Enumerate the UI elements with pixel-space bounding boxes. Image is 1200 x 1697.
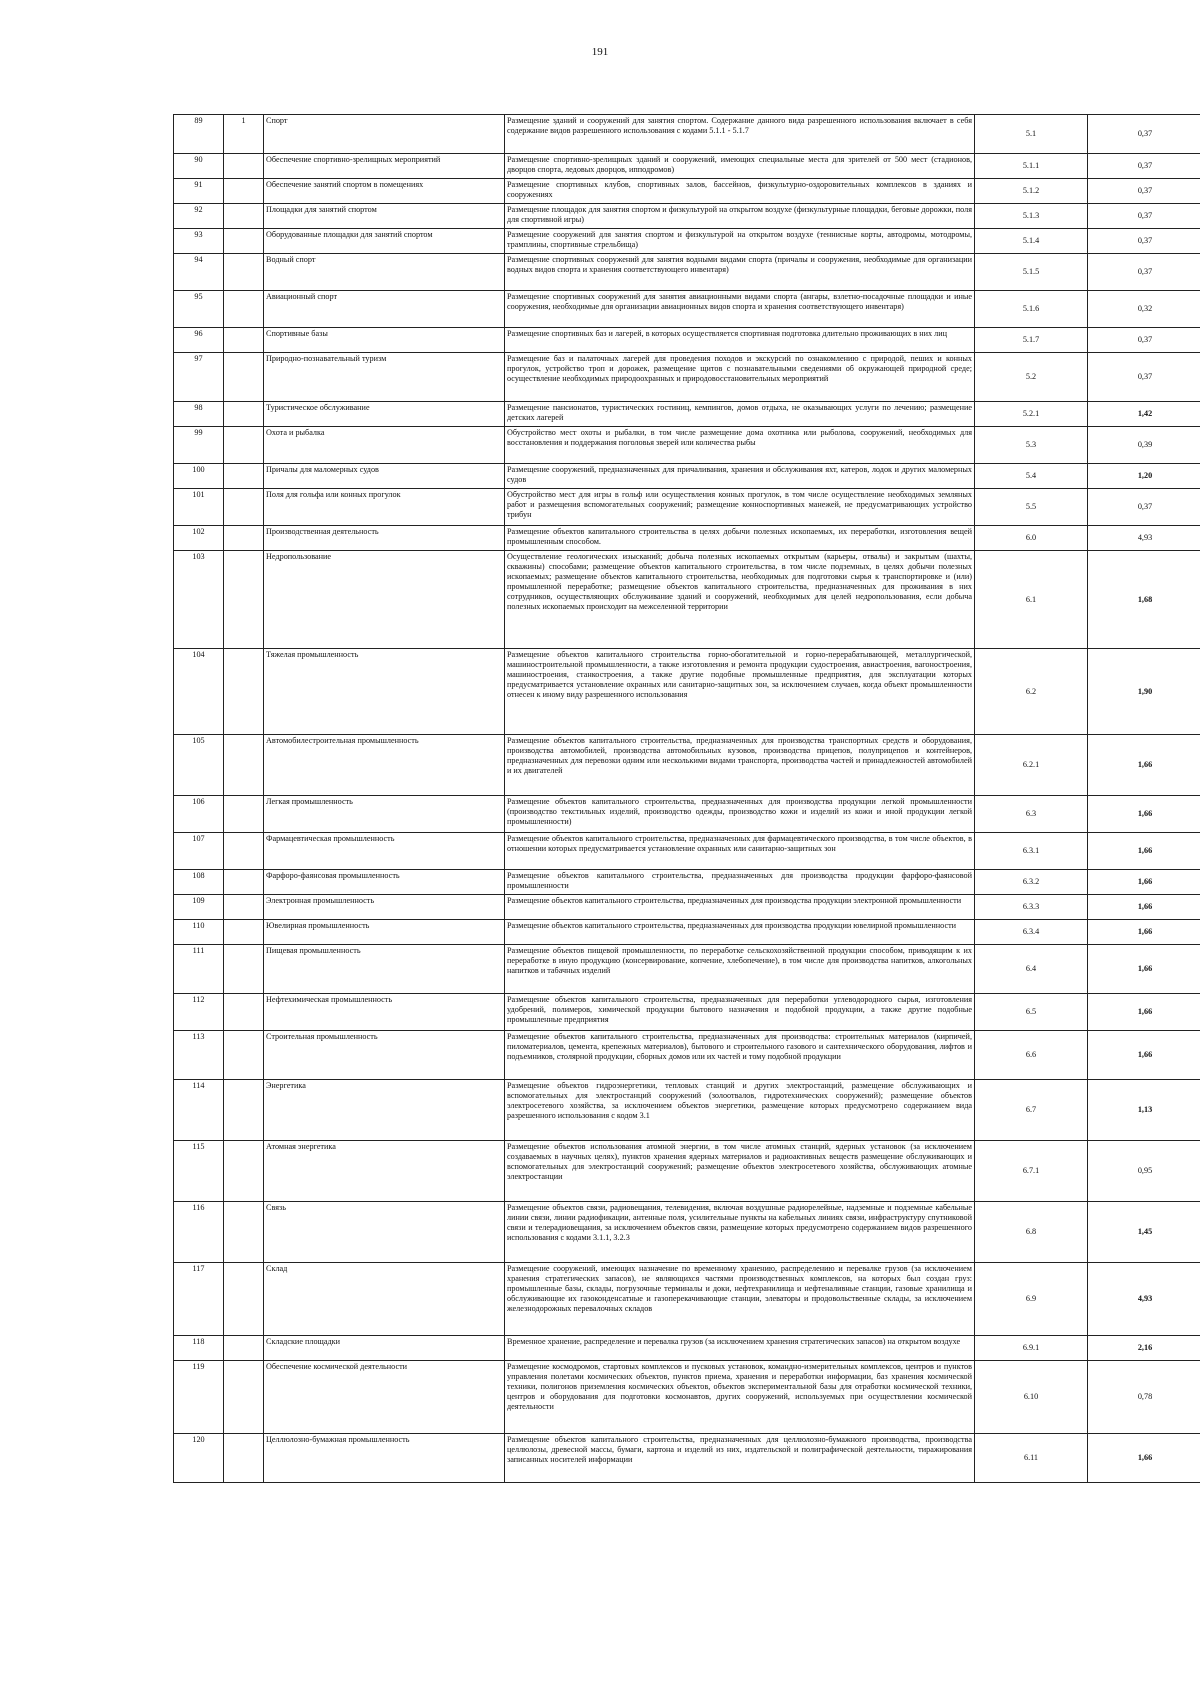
land-use-name-cell: Авиационный спорт [264, 291, 505, 328]
coefficient-cell: 1,13 [1088, 1080, 1200, 1141]
coefficient-cell: 1,66 [1088, 870, 1200, 895]
table-row [174, 254, 1200, 291]
table-row [174, 179, 1200, 204]
row-level-cell [224, 464, 264, 489]
coefficient-cell: 0,78 [1088, 1361, 1200, 1434]
land-use-name-cell: Недропользование [264, 551, 505, 649]
land-use-description-cell: Размещение спортивных сооружений для занятия водными видами спорта (причалы и сооружения, необходимые для организации водных видов спорта и хранения соответствующего инвентаря) [505, 254, 975, 291]
land-use-description-cell: Размещение объектов использования атомной энергии, в том числе атомных станций, ядерных установок (за исключением создаваемых в научных целях), пунктов хранения ядерных материалов и радиоактивных веществ размещение обслуживающих и вспомогательных для электростанций сооружений; размещение объектов электросетевого хозяйства, обслуживающих атомные электростанции [505, 1141, 975, 1202]
land-use-description-cell: Размещение объектов капитального строительства, предназначенных для производства продукции фарфоро-фаянсовой промышленности [505, 870, 975, 895]
land-use-name-cell: Туристическое обслуживание [264, 402, 505, 427]
coefficient-cell: 4,93 [1088, 1263, 1200, 1336]
land-use-name-cell: Легкая промышленность [264, 796, 505, 833]
land-use-code-cell: 5.1.5 [975, 254, 1088, 291]
page-number: 191 [591, 46, 609, 58]
row-number-cell: 112 [174, 994, 224, 1031]
land-use-description-cell: Размещение спортивных клубов, спортивных залов, бассейнов, физкультурно-оздоровительных комплексов в зданиях и сооружениях [505, 179, 975, 204]
row-level-cell [224, 1202, 264, 1263]
row-number-cell: 120 [174, 1434, 224, 1483]
land-use-description-cell: Размещение объектов капитального строительства, предназначенных для переработки углеводородного сырья, изготовления удобрений, полимеров, химической продукции бытового назначения и подобной продукции, а также другие подобные промышленные предприятия [505, 994, 975, 1031]
land-use-name-cell: Фарфоро-фаянсовая промышленность [264, 870, 505, 895]
row-level-cell [224, 1031, 264, 1080]
land-use-description-cell: Размещение объектов капитального строительства, предназначенных для фармацевтического производства, в том числе объектов, в отношении которых предусматривается установление охранных или санитарно-защитных зон [505, 833, 975, 870]
coefficient-cell: 1,66 [1088, 920, 1200, 945]
table-row [174, 1080, 1200, 1141]
table-row [174, 945, 1200, 994]
row-number-cell: 114 [174, 1080, 224, 1141]
row-number-cell: 104 [174, 649, 224, 735]
row-level-cell [224, 1361, 264, 1434]
table-row [174, 1434, 1200, 1483]
table-row [174, 796, 1200, 833]
row-number-cell: 116 [174, 1202, 224, 1263]
land-use-code-cell: 6.2 [975, 649, 1088, 735]
row-level-cell [224, 895, 264, 920]
land-use-description-cell: Обустройство мест для игры в гольф или осуществления конных прогулок, в том числе осуществление необходимых земляных работ и размещения вспомогательных сооружений; размещение конноспортивных манежей, не предусматривающих устройство трибун [505, 489, 975, 526]
land-use-name-cell: Водный спорт [264, 254, 505, 291]
row-level-cell [224, 402, 264, 427]
table-row [174, 427, 1200, 464]
land-use-code-cell: 5.1.2 [975, 179, 1088, 204]
land-use-code-cell: 6.9.1 [975, 1336, 1088, 1361]
land-use-description-cell: Размещение площадок для занятия спортом и физкультурой на открытом воздухе (физкультурные площадки, беговые дорожки, поля для спортивной игры) [505, 204, 975, 229]
row-level-cell [224, 489, 264, 526]
row-level-cell [224, 328, 264, 353]
table-row [174, 1336, 1200, 1361]
land-use-name-cell: Ювелирная промышленность [264, 920, 505, 945]
coefficient-cell: 1,68 [1088, 551, 1200, 649]
land-use-name-cell: Автомобилестроительная промышленность [264, 735, 505, 796]
table-row [174, 489, 1200, 526]
land-use-name-cell: Оборудованные площадки для занятий спортом [264, 229, 505, 254]
land-use-code-cell: 5.1 [975, 115, 1088, 154]
land-use-name-cell: Пищевая промышленность [264, 945, 505, 994]
coefficient-cell: 2,16 [1088, 1336, 1200, 1361]
table-row [174, 1361, 1200, 1434]
coefficient-cell: 0,37 [1088, 229, 1200, 254]
land-use-name-cell: Склад [264, 1263, 505, 1336]
land-use-code-cell: 5.4 [975, 464, 1088, 489]
land-use-description-cell: Размещение объектов капитального строительства в целях добычи полезных ископаемых, их переработки, изготовления вещей промышленным способом. [505, 526, 975, 551]
table-row [174, 353, 1200, 402]
row-number-cell: 97 [174, 353, 224, 402]
land-use-code-cell: 6.6 [975, 1031, 1088, 1080]
table-row [174, 994, 1200, 1031]
coefficient-cell: 1,66 [1088, 945, 1200, 994]
land-use-description-cell: Размещение объектов капитального строительства, предназначенных для производства транспортных средств и оборудования, производства автомобилей, производства автомобильных кузовов, производства прицепов, полуприцепов и контейнеров, предназначенных для перевозки одним или несколькими видами транспорта, производства частей и принадлежностей автомобилей и их двигателей [505, 735, 975, 796]
coefficient-cell: 0,32 [1088, 291, 1200, 328]
land-use-code-cell: 6.3.2 [975, 870, 1088, 895]
row-level-cell [224, 427, 264, 464]
land-use-code-cell: 5.1.1 [975, 154, 1088, 179]
land-use-code-cell: 6.4 [975, 945, 1088, 994]
coefficient-cell: 1,45 [1088, 1202, 1200, 1263]
table-row [174, 735, 1200, 796]
table-row [174, 833, 1200, 870]
land-use-code-cell: 5.1.3 [975, 204, 1088, 229]
land-use-description-cell: Размещение зданий и сооружений для занятия спортом. Содержание данного вида разрешенного использования включает в себя содержание видов разрешенного использования с кодами 5.1.1 - 5.1.7 [505, 115, 975, 154]
row-level-cell [224, 870, 264, 895]
row-number-cell: 91 [174, 179, 224, 204]
row-number-cell: 111 [174, 945, 224, 994]
land-use-code-cell: 5.2 [975, 353, 1088, 402]
row-level-cell [224, 735, 264, 796]
land-use-description-cell: Размещение объектов капитального строительства, предназначенных для производства продукции электронной промышленности [505, 895, 975, 920]
row-level-cell [224, 945, 264, 994]
land-use-code-cell: 5.1.6 [975, 291, 1088, 328]
land-use-description-cell: Временное хранение, распределение и перевалка грузов (за исключением хранения стратегических запасов) на открытом воздухе [505, 1336, 975, 1361]
row-number-cell: 101 [174, 489, 224, 526]
row-number-cell: 108 [174, 870, 224, 895]
land-use-description-cell: Размещение объектов капитального строительства, предназначенных для производства продукции легкой промышленности (производство текстильных изделий, производство одежды, производство кожи и изделий из кожи и иной продукции легкой промышленности) [505, 796, 975, 833]
table-row [174, 328, 1200, 353]
land-use-description-cell: Размещение объектов капитального строительства, предназначенных для целлюлозно-бумажного производства, производства целлюлозы, древесной массы, бумаги, картона и изделий из них, издательской и полиграфической деятельности, тиражирования записанных носителей информации [505, 1434, 975, 1483]
row-number-cell: 100 [174, 464, 224, 489]
row-number-cell: 98 [174, 402, 224, 427]
coefficient-cell: 0,37 [1088, 115, 1200, 154]
coefficient-cell: 1,20 [1088, 464, 1200, 489]
coefficient-cell: 1,66 [1088, 1434, 1200, 1483]
table-row [174, 229, 1200, 254]
land-use-name-cell: Тяжелая промышленность [264, 649, 505, 735]
row-number-cell: 119 [174, 1361, 224, 1434]
land-use-code-cell: 6.3.4 [975, 920, 1088, 945]
row-number-cell: 90 [174, 154, 224, 179]
land-use-name-cell: Атомная энергетика [264, 1141, 505, 1202]
coefficient-cell: 0,37 [1088, 154, 1200, 179]
table-row [174, 1141, 1200, 1202]
land-use-description-cell: Размещение спортивных сооружений для занятия авиационными видами спорта (ангары, взлетно-посадочные площадки и иные сооружения, необходимые для организации авиационных видов спорта и хранения соответствующего инвентаря) [505, 291, 975, 328]
row-level-cell [224, 1263, 264, 1336]
land-use-table [173, 114, 1200, 1483]
land-use-description-cell: Размещение сооружений, предназначенных для причаливания, хранения и обслуживания яхт, катеров, лодок и других маломерных судов [505, 464, 975, 489]
land-use-name-cell: Спорт [264, 115, 505, 154]
table-row [174, 115, 1200, 154]
land-use-code-cell: 5.1.7 [975, 328, 1088, 353]
coefficient-cell: 1,66 [1088, 833, 1200, 870]
table-row [174, 291, 1200, 328]
row-level-cell [224, 994, 264, 1031]
land-use-code-cell: 6.3.1 [975, 833, 1088, 870]
row-number-cell: 93 [174, 229, 224, 254]
coefficient-cell: 1,66 [1088, 1031, 1200, 1080]
land-use-code-cell: 6.5 [975, 994, 1088, 1031]
land-use-code-cell: 6.1 [975, 551, 1088, 649]
land-use-description-cell: Размещение объектов капитального строительства, предназначенных для производства: строительных материалов (кирпичей, пиломатериалов, цемента, крепежных материалов), бытового и строительного газового и сантехнического оборудования, лифтов и подъемников, столярной продукции, сборных домов или их частей и тому подобной продукции [505, 1031, 975, 1080]
coefficient-cell: 0,37 [1088, 179, 1200, 204]
land-use-description-cell: Осуществление геологических изысканий; добыча полезных ископаемых открытым (карьеры, отвалы) и закрытым (шахты, скважины) способами; размещение объектов капитального строительства, в том числе подземных, в целях добычи полезных ископаемых; размещение объектов капитального строительства, необходимых для подготовки сырья к транспортировке и (или) промышленной переработке; размещение объектов капитального строительства, предназначенных для проживания в них сотрудников, осуществляющих обслуживание зданий и сооружений, необходимых для целей недропользования, если добыча полезных ископаемых происходит на межселенной территории [505, 551, 975, 649]
land-use-name-cell: Площадки для занятий спортом [264, 204, 505, 229]
row-number-cell: 95 [174, 291, 224, 328]
row-number-cell: 118 [174, 1336, 224, 1361]
table-row [174, 895, 1200, 920]
coefficient-cell: 1,66 [1088, 895, 1200, 920]
table-row [174, 649, 1200, 735]
land-use-code-cell: 6.8 [975, 1202, 1088, 1263]
row-number-cell: 117 [174, 1263, 224, 1336]
land-use-name-cell: Поля для гольфа или конных прогулок [264, 489, 505, 526]
row-level-cell [224, 1434, 264, 1483]
row-level-cell [224, 920, 264, 945]
coefficient-cell: 1,66 [1088, 735, 1200, 796]
coefficient-cell: 0,39 [1088, 427, 1200, 464]
row-level-cell [224, 1336, 264, 1361]
land-use-name-cell: Фармацевтическая промышленность [264, 833, 505, 870]
row-number-cell: 110 [174, 920, 224, 945]
land-use-description-cell: Размещение спортивных баз и лагерей, в которых осуществляется спортивная подготовка длительно проживающих в них лиц [505, 328, 975, 353]
row-number-cell: 92 [174, 204, 224, 229]
row-level-cell [224, 526, 264, 551]
coefficient-cell: 1,66 [1088, 796, 1200, 833]
coefficient-cell: 4,93 [1088, 526, 1200, 551]
coefficient-cell: 0,37 [1088, 353, 1200, 402]
land-use-description-cell: Обустройство мест охоты и рыбалки, в том числе размещение дома охотника или рыболова, сооружений, необходимых для восстановления и поддержания поголовья зверей или количества рыбы [505, 427, 975, 464]
land-use-code-cell: 6.2.1 [975, 735, 1088, 796]
land-use-name-cell: Спортивные базы [264, 328, 505, 353]
table-row [174, 1031, 1200, 1080]
row-number-cell: 103 [174, 551, 224, 649]
land-use-code-cell: 6.3 [975, 796, 1088, 833]
land-use-description-cell: Размещение сооружений, имеющих назначение по временному хранению, распределению и перевалке грузов (за исключением хранения стратегических запасов), не являющихся частями производственных комплексов, на которых был создан груз: промышленные базы, склады, погрузочные терминалы и доки, нефтехранилища и нефтеналивные станции, газовые хранилища и обслуживающие их газоконденсатные и газоперекачивающие станции, элеваторы и продовольственные склады, за исключением железнодорожных перевалочных складов [505, 1263, 975, 1336]
land-use-description-cell: Размещение объектов гидроэнергетики, тепловых станций и других электростанций, размещение обслуживающих и вспомогательных для электростанций сооружений (золоотвалов, гидротехнических сооружений); размещение объектов электросетевого хозяйства, за исключением объектов энергетики, размещение которых предусмотрено содержанием вида разрешенного использования с кодом 3.1 [505, 1080, 975, 1141]
coefficient-cell: 1,90 [1088, 649, 1200, 735]
land-use-description-cell: Размещение сооружений для занятия спортом и физкультурой на открытом воздухе (теннисные корты, автодромы, мотодромы, трамплины, спортивные стрельбища) [505, 229, 975, 254]
coefficient-cell: 0,37 [1088, 204, 1200, 229]
land-use-name-cell: Связь [264, 1202, 505, 1263]
table-row [174, 1202, 1200, 1263]
land-use-description-cell: Размещение объектов капитального строительства, предназначенных для производства продукции ювелирной промышленности [505, 920, 975, 945]
table-row [174, 920, 1200, 945]
row-number-cell: 113 [174, 1031, 224, 1080]
land-use-code-cell: 6.9 [975, 1263, 1088, 1336]
land-use-name-cell: Целлюлозно-бумажная промышленность [264, 1434, 505, 1483]
land-use-name-cell: Обеспечение спортивно-зрелищных мероприятий [264, 154, 505, 179]
land-use-code-cell: 6.0 [975, 526, 1088, 551]
row-level-cell [224, 254, 264, 291]
coefficient-cell: 0,95 [1088, 1141, 1200, 1202]
land-use-code-cell: 6.7 [975, 1080, 1088, 1141]
land-use-description-cell: Размещение космодромов, стартовых комплексов и пусковых установок, командно-измерительных комплексов, центров и пунктов управления полетами космических объектов, пунктов приема, хранения и переработки информации, баз хранения космической техники, полигонов приземления космических объектов, объектов экспериментальной базы для отработки космической техники, центров и оборудования для подготовки космонавтов, других сооружений, используемых при осуществлении космической деятельности [505, 1361, 975, 1434]
table-body [174, 115, 1200, 1483]
land-use-code-cell: 5.3 [975, 427, 1088, 464]
land-use-code-cell: 6.3.3 [975, 895, 1088, 920]
row-number-cell: 115 [174, 1141, 224, 1202]
land-use-name-cell: Строительная промышленность [264, 1031, 505, 1080]
land-use-code-cell: 5.2.1 [975, 402, 1088, 427]
land-use-description-cell: Размещение пансионатов, туристических гостиниц, кемпингов, домов отдыха, не оказывающих услуги по лечению; размещение детских лагерей [505, 402, 975, 427]
land-use-name-cell: Природно-познавательный туризм [264, 353, 505, 402]
row-level-cell [224, 229, 264, 254]
land-use-name-cell: Складские площадки [264, 1336, 505, 1361]
land-use-code-cell: 6.11 [975, 1434, 1088, 1483]
coefficient-cell: 1,66 [1088, 994, 1200, 1031]
row-level-cell [224, 179, 264, 204]
row-level-cell: 1 [224, 115, 264, 154]
row-number-cell: 106 [174, 796, 224, 833]
row-number-cell: 105 [174, 735, 224, 796]
row-level-cell [224, 796, 264, 833]
row-number-cell: 99 [174, 427, 224, 464]
row-level-cell [224, 551, 264, 649]
land-use-name-cell: Охота и рыбалка [264, 427, 505, 464]
row-number-cell: 89 [174, 115, 224, 154]
coefficient-cell: 0,37 [1088, 489, 1200, 526]
row-level-cell [224, 1080, 264, 1141]
land-use-description-cell: Размещение объектов капитального строительства горно-обогатительной и горно-перерабатывающей, металлургической, машиностроительной промышленности, а также изготовления и ремонта продукции судостроения, авиастроения, вагоностроения, машиностроения, станкостроения, а также другие подобные промышленные предприятия, для эксплуатации которых предусматривается установление охранных или санитарно-защитных зон, за исключением случаев, когда объект промышленности отнесен к иному виду разрешенного использования [505, 649, 975, 735]
row-level-cell [224, 649, 264, 735]
coefficient-cell: 0,37 [1088, 328, 1200, 353]
land-use-code-cell: 5.5 [975, 489, 1088, 526]
land-use-description-cell: Размещение баз и палаточных лагерей для проведения походов и экскурсий по ознакомлению с природой, пеших и конных прогулок, устройство троп и дорожек, размещение щитов с познавательными сведениями об окружающей природной среде; осуществление необходимых природоохранных и природовосстановительных мероприятий [505, 353, 975, 402]
row-level-cell [224, 833, 264, 870]
table-row [174, 526, 1200, 551]
land-use-name-cell: Причалы для маломерных судов [264, 464, 505, 489]
table-row [174, 1263, 1200, 1336]
table-row [174, 464, 1200, 489]
row-level-cell [224, 1141, 264, 1202]
table-row [174, 870, 1200, 895]
land-use-name-cell: Производственная деятельность [264, 526, 505, 551]
row-level-cell [224, 154, 264, 179]
table-row [174, 204, 1200, 229]
row-level-cell [224, 291, 264, 328]
coefficient-cell: 1,42 [1088, 402, 1200, 427]
land-use-code-cell: 5.1.4 [975, 229, 1088, 254]
row-number-cell: 96 [174, 328, 224, 353]
row-number-cell: 94 [174, 254, 224, 291]
row-level-cell [224, 204, 264, 229]
row-level-cell [224, 353, 264, 402]
land-use-description-cell: Размещение объектов связи, радиовещания, телевидения, включая воздушные радиорелейные, надземные и подземные кабельные линии связи, линии радиофикации, антенные поля, усилительные пункты на кабельных линиях связи, инфраструктуру спутниковой связи и телерадиовещания, за исключением объектов связи, размещение которых предусмотрено содержанием видов разрешенного использования с кодами 3.1.1, 3.2.3 [505, 1202, 975, 1263]
row-number-cell: 102 [174, 526, 224, 551]
land-use-name-cell: Обеспечение космической деятельности [264, 1361, 505, 1434]
row-number-cell: 109 [174, 895, 224, 920]
land-use-name-cell: Энергетика [264, 1080, 505, 1141]
table-row [174, 402, 1200, 427]
table-row [174, 154, 1200, 179]
table-row [174, 551, 1200, 649]
land-use-description-cell: Размещение спортивно-зрелищных зданий и сооружений, имеющих специальные места для зрителей от 500 мест (стадионов, дворцов спорта, ледовых дворцов, ипподромов) [505, 154, 975, 179]
land-use-code-cell: 6.7.1 [975, 1141, 1088, 1202]
land-use-name-cell: Обеспечение занятий спортом в помещениях [264, 179, 505, 204]
land-use-name-cell: Электронная промышленность [264, 895, 505, 920]
land-use-name-cell: Нефтехимическая промышленность [264, 994, 505, 1031]
coefficient-cell: 0,37 [1088, 254, 1200, 291]
land-use-description-cell: Размещение объектов пищевой промышленности, по переработке сельскохозяйственной продукции способом, приводящим к их переработке в иную продукцию (консервирование, копчение, хлебопечение), в том числе для производства напитков, алкогольных напитков и табачных изделий [505, 945, 975, 994]
row-number-cell: 107 [174, 833, 224, 870]
land-use-code-cell: 6.10 [975, 1361, 1088, 1434]
